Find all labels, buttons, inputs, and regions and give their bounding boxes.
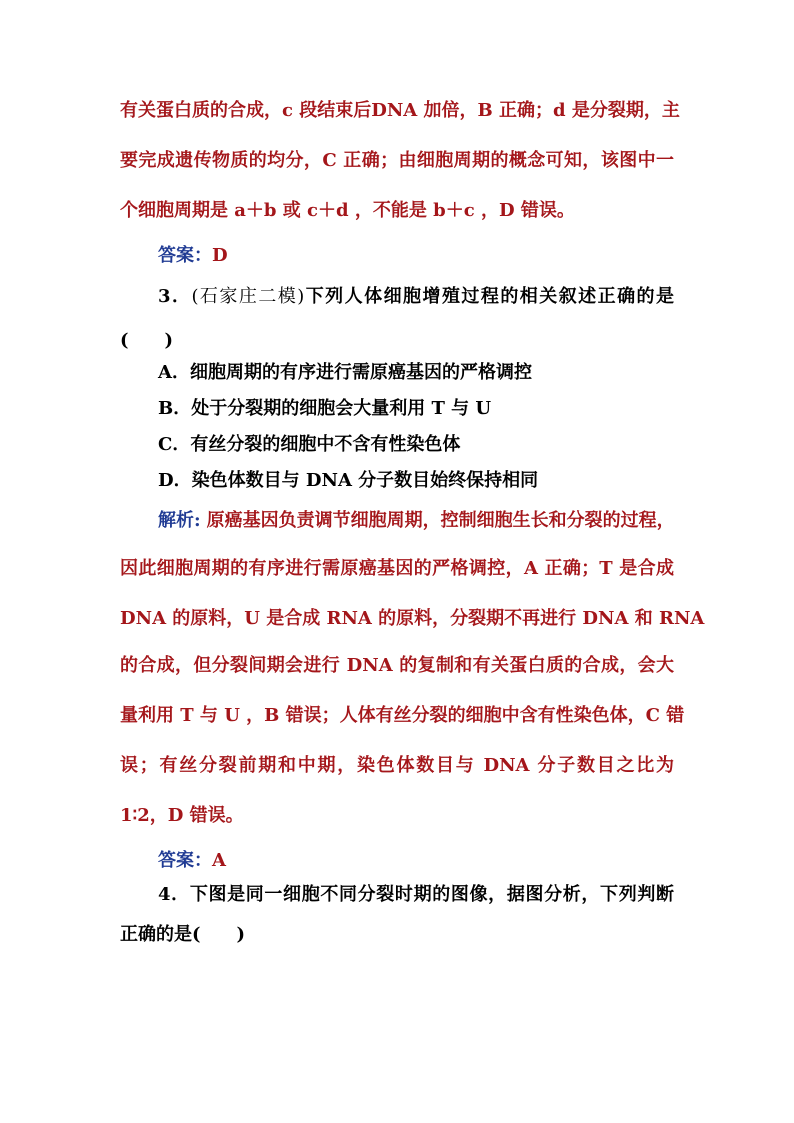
analysis-line: 因此细胞周期的有序进行需原癌基因的严格调控，A 正确；T 是合成 (120, 558, 674, 579)
question-stem: 正确的是( ) (120, 924, 246, 945)
analysis-line: 要完成遗传物质的均分，C 正确；由细胞周期的概念可知，该图中一 (120, 150, 674, 171)
analysis-line: 个细胞周期是 a＋b 或 c＋d ，不能是 b＋c ，D 错误。 (120, 200, 575, 221)
analysis-label: 解析: (158, 510, 201, 531)
analysis-line: 误；有丝分裂前期和中期，染色体数目与 DNA 分子数目之比为 (120, 755, 674, 776)
answer-label: 答案： (158, 850, 212, 871)
answer-value: D (212, 245, 228, 266)
analysis-line: 原癌基因负责调节细胞周期，控制细胞生长和分裂的过程， (206, 510, 675, 531)
option-d: D．染色体数目与 DNA 分子数目始终保持相同 (158, 470, 539, 491)
answer-label: 答案： (158, 245, 212, 266)
analysis-line: 量利用 T 与 U ，B 错误；人体有丝分裂的细胞中含有性染色体，C 错 (120, 705, 685, 726)
question-text: 下列人体细胞增殖过程的相关叙述正确的是 (304, 286, 675, 307)
question-stem (158, 286, 674, 308)
question-number: 3． (158, 286, 192, 307)
analysis-first-row (158, 510, 674, 532)
option-c: C．有丝分裂的细胞中不含有性染色体 (158, 434, 461, 455)
answer-value: A (212, 850, 226, 871)
answer-row (158, 850, 226, 872)
analysis-line: 有关蛋白质的合成，c 段结束后DNA 加倍，B 正确；d 是分裂期，主 (120, 100, 680, 121)
answer-row (158, 245, 228, 267)
analysis-line: 的合成，但分裂间期会进行 DNA 的复制和有关蛋白质的合成，会大 (120, 655, 674, 676)
analysis-line: 1∶2，D 错误。 (120, 805, 244, 826)
option-a: A．细胞周期的有序进行需原癌基因的严格调控 (158, 362, 532, 383)
question-source: (石家庄二模) (191, 286, 305, 307)
option-b: B．处于分裂期的细胞会大量利用 T 与 U (158, 398, 492, 419)
analysis-line: DNA 的原料，U 是合成 RNA 的原料，分裂期不再进行 DNA 和 RNA (120, 608, 705, 629)
answer-blank: ( ) (120, 330, 174, 351)
question-stem: 4．下图是同一细胞不同分裂时期的图像，据图分析，下列判断 (158, 884, 674, 905)
